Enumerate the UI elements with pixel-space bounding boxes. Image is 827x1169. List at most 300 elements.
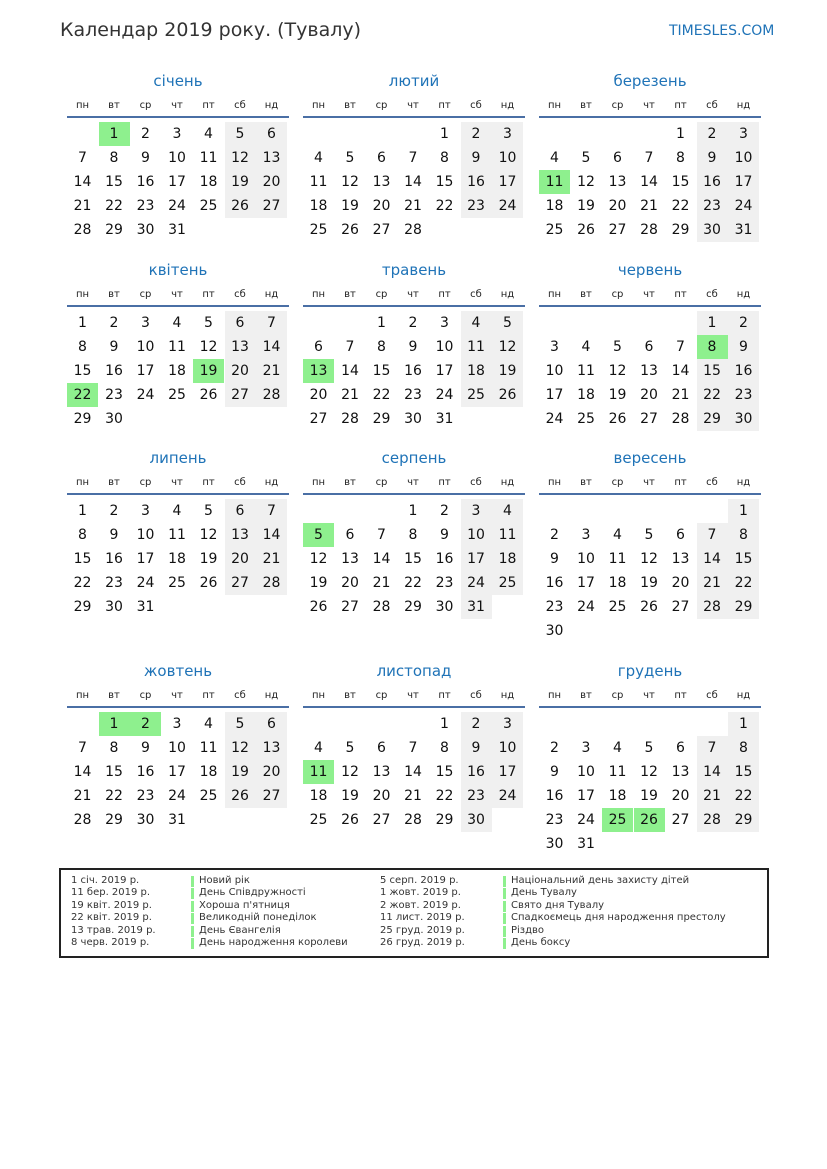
day-cell: 15 — [728, 547, 759, 571]
holiday-name: День Тувалу — [511, 887, 577, 899]
month-1 — [67, 72, 289, 262]
day-cell: 21 — [256, 359, 287, 383]
day-cell: 9 — [697, 146, 728, 170]
holiday-marker — [503, 926, 506, 937]
day-cell: 3 — [492, 712, 523, 736]
day-cell: 11 — [461, 335, 492, 359]
day-cell: 9 — [550, 764, 559, 780]
holiday-date: 19 квіт. 2019 р. — [71, 899, 152, 911]
month-2 — [303, 72, 525, 262]
holiday-name: Хороша п'ятниця — [199, 899, 290, 911]
day-cell: 1 — [728, 712, 759, 736]
day-cell: 28 — [697, 595, 728, 619]
day-cell: 20 — [256, 760, 287, 784]
weekday-header: пт — [202, 690, 215, 701]
day-cell: 1 — [377, 315, 386, 331]
day-cell: 6 — [225, 499, 256, 523]
day-cell: 31 — [168, 222, 186, 238]
month-divider — [539, 305, 761, 307]
day-cell: 24 — [168, 788, 186, 804]
day-cell: 24 — [492, 784, 523, 808]
day-cell: 26 — [225, 194, 256, 218]
holiday-name: День народження королеви — [199, 937, 348, 948]
holiday-date: 1 жовт. 2019 р. — [380, 887, 461, 899]
day-cell: 2 — [408, 315, 418, 331]
holiday-date: 13 трав. 2019 р. — [71, 924, 156, 936]
day-cell: 25 — [461, 383, 492, 407]
day-cell: 19 — [309, 575, 328, 591]
day-cell: 10 — [492, 736, 523, 760]
day-cell: 12 — [341, 174, 359, 190]
weekday-header: сб — [234, 100, 246, 111]
weekday-header: вт — [108, 477, 120, 488]
day-cell: 6 — [225, 311, 256, 335]
weekday-header: сб — [706, 690, 718, 701]
day-cell: 25 — [309, 812, 328, 828]
day-cell: 13 — [341, 551, 359, 567]
day-cell: 29 — [671, 222, 690, 238]
weekday-header: пт — [674, 100, 687, 111]
day-cell: 14 — [671, 363, 690, 379]
day-cell: 16 — [545, 788, 564, 804]
month-divider — [67, 116, 289, 118]
day-cell: 17 — [545, 387, 564, 403]
day-cell: 22 — [671, 198, 690, 214]
day-cell: 13 — [671, 551, 690, 567]
weekday-header: нд — [264, 690, 279, 701]
day-cell: 5 — [581, 150, 591, 166]
day-cell: 28 — [341, 411, 359, 427]
holiday-marker — [503, 913, 506, 924]
day-cell: 8 — [109, 740, 119, 756]
day-cell: 2 — [461, 712, 492, 736]
day-cell: 11 — [199, 150, 218, 166]
day-cell: 30 — [461, 808, 492, 832]
day-cell: 7 — [78, 740, 87, 756]
holiday-marker — [503, 888, 506, 899]
weekday-header: нд — [736, 690, 751, 701]
day-cell: 4 — [581, 339, 591, 355]
day-cell: 13 — [256, 736, 287, 760]
day-cell: 2 — [728, 311, 759, 335]
day-cell: 26 — [309, 599, 328, 615]
day-cell: 4 — [314, 150, 323, 166]
day-cell: 30 — [105, 411, 123, 427]
month-divider — [67, 305, 289, 307]
weekday-header: пн — [547, 690, 562, 701]
day-cell: 3 — [172, 716, 182, 732]
day-cell: 27 — [225, 571, 256, 595]
day-cell: 24 — [136, 387, 155, 403]
day-cell: 17 — [136, 551, 155, 567]
weekday-header: нд — [500, 289, 515, 300]
day-cell: 12 — [225, 736, 256, 760]
weekday-header: чт — [171, 477, 183, 488]
weekday-header: ср — [375, 690, 388, 701]
day-cell: 21 — [697, 571, 728, 595]
holiday-day: 19 — [193, 359, 224, 383]
day-cell: 19 — [341, 198, 359, 214]
month-name: квітень — [148, 261, 208, 279]
weekday-header: вт — [344, 100, 356, 111]
day-cell: 29 — [435, 812, 454, 828]
day-cell: 7 — [377, 527, 386, 543]
weekday-header: пн — [311, 100, 326, 111]
day-cell: 7 — [256, 311, 287, 335]
day-cell: 16 — [105, 551, 123, 567]
weekday-header: пт — [674, 289, 687, 300]
weekday-header: пт — [438, 477, 451, 488]
day-cell: 4 — [461, 311, 492, 335]
holiday-day: 13 — [303, 359, 334, 383]
day-cell: 27 — [640, 411, 658, 427]
day-cell: 26 — [492, 383, 523, 407]
month-name: січень — [153, 72, 203, 90]
day-cell: 23 — [461, 784, 492, 808]
day-cell: 31 — [461, 595, 492, 619]
day-cell: 27 — [608, 222, 627, 238]
day-cell: 25 — [545, 222, 564, 238]
holiday-marker — [191, 913, 194, 924]
holiday-marker — [191, 876, 194, 887]
holiday-day: 11 — [539, 170, 570, 194]
weekday-header: чт — [643, 289, 655, 300]
day-cell: 20 — [225, 359, 256, 383]
holiday-date: 1 січ. 2019 р. — [71, 875, 140, 886]
day-cell: 10 — [492, 146, 523, 170]
day-cell: 2 — [141, 126, 150, 142]
day-cell: 15 — [671, 174, 690, 190]
weekday-header: пн — [547, 100, 562, 111]
day-cell: 23 — [435, 575, 454, 591]
weekday-header: вт — [344, 289, 356, 300]
day-cell: 11 — [168, 339, 186, 355]
day-cell: 22 — [404, 575, 422, 591]
day-cell: 16 — [404, 363, 422, 379]
day-cell: 27 — [671, 599, 690, 615]
day-cell: 8 — [78, 339, 87, 355]
day-cell: 18 — [545, 198, 564, 214]
day-cell: 7 — [256, 499, 287, 523]
weekday-header: нд — [264, 289, 279, 300]
weekday-header: вт — [108, 690, 120, 701]
day-cell: 28 — [372, 599, 391, 615]
day-cell: 14 — [256, 335, 287, 359]
day-cell: 24 — [577, 599, 595, 615]
day-cell: 11 — [199, 740, 218, 756]
day-cell: 4 — [613, 527, 622, 543]
day-cell: 17 — [492, 170, 523, 194]
day-cell: 27 — [256, 784, 287, 808]
day-cell: 19 — [199, 551, 218, 567]
day-cell: 28 — [256, 383, 287, 407]
day-cell: 23 — [545, 599, 564, 615]
month-10 — [67, 662, 289, 852]
month-name: травень — [381, 261, 447, 279]
day-cell: 18 — [199, 764, 218, 780]
weekday-header: вт — [344, 477, 356, 488]
day-cell: 2 — [697, 122, 728, 146]
holiday-day: 26 — [634, 808, 665, 832]
holiday-marker — [191, 926, 194, 937]
day-cell: 11 — [168, 527, 186, 543]
day-cell: 14 — [404, 764, 422, 780]
day-cell: 13 — [225, 335, 256, 359]
day-cell: 12 — [199, 527, 218, 543]
day-cell: 29 — [372, 411, 391, 427]
day-cell: 13 — [608, 174, 627, 190]
day-cell: 18 — [577, 387, 595, 403]
day-cell: 8 — [728, 736, 759, 760]
day-cell: 19 — [640, 575, 658, 591]
day-cell: 9 — [461, 736, 492, 760]
weekday-header: пн — [311, 477, 326, 488]
day-cell: 23 — [105, 387, 123, 403]
day-cell: 31 — [168, 812, 186, 828]
day-cell: 2 — [461, 122, 492, 146]
day-cell: 24 — [435, 387, 454, 403]
day-cell: 3 — [728, 122, 759, 146]
day-cell: 31 — [728, 218, 759, 242]
day-cell: 30 — [105, 599, 123, 615]
day-cell: 6 — [613, 150, 622, 166]
day-cell: 23 — [404, 387, 422, 403]
day-cell: 13 — [372, 764, 391, 780]
weekday-header: сб — [234, 289, 246, 300]
day-cell: 14 — [697, 760, 728, 784]
day-cell: 26 — [577, 222, 595, 238]
day-cell: 25 — [309, 222, 328, 238]
weekday-header: ср — [611, 100, 624, 111]
month-divider — [67, 493, 289, 495]
month-name: жовтень — [143, 662, 213, 680]
site-link[interactable]: TIMESLES.COM — [669, 23, 775, 39]
month-name: грудень — [617, 662, 683, 680]
month-3 — [539, 72, 761, 262]
day-cell: 24 — [168, 198, 186, 214]
day-cell: 6 — [314, 339, 323, 355]
weekday-header: сб — [234, 477, 246, 488]
day-cell: 8 — [78, 527, 87, 543]
holiday-name: Великодній понеділок — [199, 912, 317, 924]
day-cell: 5 — [225, 712, 256, 736]
holiday-date: 11 бер. 2019 р. — [71, 887, 151, 899]
weekday-header: чт — [407, 289, 419, 300]
holiday-day: 22 — [67, 383, 98, 407]
weekday-header: сб — [706, 289, 718, 300]
weekday-header: вт — [344, 690, 356, 701]
day-cell: 28 — [73, 222, 92, 238]
day-cell: 6 — [676, 527, 685, 543]
month-4 — [67, 261, 289, 451]
day-cell: 17 — [435, 363, 454, 379]
holiday-day: 1 — [99, 712, 130, 736]
day-cell: 26 — [199, 387, 218, 403]
month-name: листопад — [376, 662, 452, 680]
day-cell: 9 — [550, 551, 559, 567]
day-cell: 19 — [640, 788, 658, 804]
weekday-header: вт — [108, 100, 120, 111]
day-cell: 22 — [372, 387, 391, 403]
day-cell: 9 — [141, 150, 150, 166]
day-cell: 25 — [608, 599, 627, 615]
month-divider — [539, 116, 761, 118]
day-cell: 29 — [404, 599, 422, 615]
day-cell: 12 — [225, 146, 256, 170]
day-cell: 16 — [136, 174, 155, 190]
day-cell: 3 — [581, 527, 591, 543]
weekday-header: пт — [202, 477, 215, 488]
day-cell: 11 — [492, 523, 523, 547]
day-cell: 22 — [697, 383, 728, 407]
day-cell: 23 — [136, 198, 155, 214]
day-cell: 8 — [109, 150, 119, 166]
holiday-marker — [191, 938, 194, 949]
weekday-header: сб — [470, 100, 482, 111]
day-cell: 4 — [550, 150, 559, 166]
day-cell: 5 — [204, 503, 213, 519]
day-cell: 2 — [109, 315, 119, 331]
day-cell: 6 — [377, 150, 386, 166]
day-cell: 7 — [78, 150, 87, 166]
day-cell: 18 — [492, 547, 523, 571]
weekday-header: ср — [611, 690, 624, 701]
day-cell: 5 — [644, 527, 654, 543]
day-cell: 24 — [136, 575, 155, 591]
day-cell: 23 — [545, 812, 564, 828]
weekday-header: пн — [75, 289, 90, 300]
weekday-header: ср — [139, 289, 152, 300]
day-cell: 10 — [136, 339, 155, 355]
day-cell: 22 — [105, 788, 123, 804]
day-cell: 19 — [225, 760, 256, 784]
day-cell: 20 — [309, 387, 328, 403]
day-cell: 21 — [73, 788, 92, 804]
weekday-header: нд — [500, 690, 515, 701]
weekday-header: пт — [202, 289, 215, 300]
day-cell: 17 — [577, 575, 595, 591]
day-cell: 26 — [341, 812, 359, 828]
day-cell: 14 — [697, 547, 728, 571]
day-cell: 11 — [608, 551, 627, 567]
day-cell: 17 — [577, 788, 595, 804]
month-divider — [303, 706, 525, 708]
day-cell: 15 — [404, 551, 422, 567]
day-cell: 16 — [435, 551, 454, 567]
holiday-name: День Євангелія — [199, 924, 281, 936]
holidays-box — [59, 868, 769, 958]
day-cell: 7 — [408, 150, 418, 166]
day-cell: 31 — [435, 411, 454, 427]
weekday-header: сб — [234, 690, 246, 701]
day-cell: 5 — [613, 339, 622, 355]
day-cell: 10 — [577, 551, 595, 567]
day-cell: 24 — [461, 571, 492, 595]
holiday-marker — [191, 901, 194, 912]
weekday-header: пт — [438, 289, 451, 300]
day-cell: 15 — [728, 760, 759, 784]
weekday-header: нд — [264, 100, 279, 111]
day-cell: 18 — [309, 198, 328, 214]
day-cell: 29 — [105, 812, 123, 828]
day-cell: 14 — [73, 174, 92, 190]
day-cell: 8 — [440, 740, 449, 756]
weekday-header: ср — [139, 477, 152, 488]
day-cell: 19 — [341, 788, 359, 804]
day-cell: 26 — [608, 411, 627, 427]
day-cell: 29 — [73, 411, 92, 427]
day-cell: 27 — [372, 812, 391, 828]
day-cell: 14 — [640, 174, 658, 190]
month-name: березень — [613, 72, 687, 90]
holiday-marker — [503, 938, 506, 949]
day-cell: 10 — [168, 740, 186, 756]
day-cell: 19 — [225, 170, 256, 194]
month-name: серпень — [381, 449, 447, 467]
day-cell: 15 — [435, 764, 454, 780]
day-cell: 14 — [372, 551, 391, 567]
weekday-header: ср — [375, 477, 388, 488]
weekday-header: вт — [580, 477, 592, 488]
day-cell: 7 — [408, 740, 418, 756]
day-cell: 20 — [671, 575, 690, 591]
day-cell: 29 — [697, 407, 728, 431]
day-cell: 21 — [404, 198, 422, 214]
day-cell: 8 — [440, 150, 449, 166]
weekday-header: вт — [580, 289, 592, 300]
weekday-header: чт — [407, 100, 419, 111]
day-cell: 28 — [697, 808, 728, 832]
day-cell: 7 — [697, 523, 728, 547]
weekday-header: сб — [706, 100, 718, 111]
holiday-day: 25 — [602, 808, 633, 832]
day-cell: 21 — [404, 788, 422, 804]
day-cell: 8 — [728, 523, 759, 547]
weekday-header: чт — [643, 100, 655, 111]
day-cell: 28 — [73, 812, 92, 828]
weekday-header: пт — [438, 690, 451, 701]
holiday-date: 11 лист. 2019 р. — [380, 912, 465, 924]
day-cell: 6 — [345, 527, 355, 543]
holiday-date: 25 груд. 2019 р. — [380, 924, 465, 936]
day-cell: 9 — [461, 146, 492, 170]
weekday-header: пн — [311, 289, 326, 300]
weekday-header: чт — [407, 477, 419, 488]
day-cell: 23 — [697, 194, 728, 218]
day-cell: 30 — [136, 812, 155, 828]
weekday-header: нд — [736, 100, 751, 111]
day-cell: 27 — [341, 599, 359, 615]
day-cell: 9 — [728, 335, 759, 359]
day-cell: 24 — [545, 411, 564, 427]
month-9 — [539, 449, 761, 639]
holiday-day: 5 — [303, 523, 334, 547]
day-cell: 1 — [78, 315, 87, 331]
day-cell: 1 — [78, 503, 87, 519]
holiday-day: 2 — [130, 712, 161, 736]
day-cell: 3 — [440, 315, 449, 331]
month-divider — [539, 493, 761, 495]
weekday-header: ср — [139, 690, 152, 701]
day-cell: 10 — [728, 146, 759, 170]
day-cell: 25 — [168, 387, 186, 403]
day-cell: 24 — [492, 194, 523, 218]
day-cell: 2 — [550, 527, 559, 543]
holiday-day: 11 — [303, 760, 334, 784]
holiday-date: 8 черв. 2019 р. — [71, 937, 150, 948]
day-cell: 24 — [728, 194, 759, 218]
day-cell: 27 — [309, 411, 328, 427]
